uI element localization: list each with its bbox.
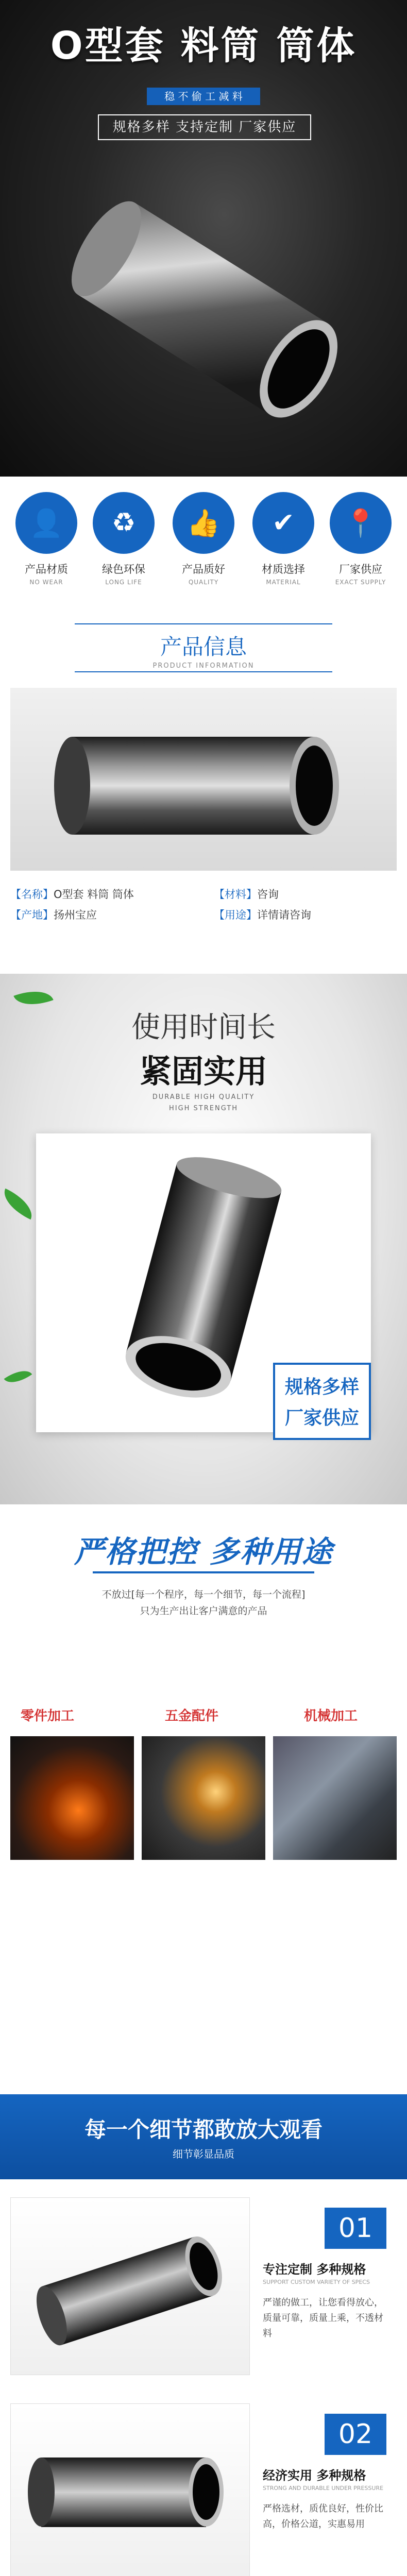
detail-image-1 xyxy=(10,2197,250,2375)
category-hardware: 五金配件 xyxy=(165,1708,219,1724)
machining-photo xyxy=(273,1736,397,1860)
detail-card-1: 01 专注定制 多种规格 SUPPORT CUSTOM VARIETY OF SPECS 严谨的做工，让您看得放心，质量可靠，质量上乘，不透材料 xyxy=(10,2197,397,2375)
quality-text1: 不放过[每一个程序，每一个细节，每一个流程] xyxy=(101,1589,306,1600)
leaf-decoration xyxy=(4,1364,32,1389)
durable-section xyxy=(0,974,407,1504)
person-icon: 👤 xyxy=(15,492,77,554)
location-pin-icon: 📍 xyxy=(330,492,392,554)
detail-image-2 xyxy=(10,2403,250,2576)
quality-text2: 只为生产出让客户满意的产品 xyxy=(140,1605,267,1617)
detail-banner: 每一个细节都敢放大观看 细节彰显品质 xyxy=(0,2094,407,2179)
hero-tagline: 规格多样 支持定制 厂家供应 xyxy=(98,114,311,140)
parts-photo xyxy=(10,1736,134,1860)
durable-en2: HIGH STRENGTH xyxy=(168,1105,239,1112)
info-product-image xyxy=(10,688,397,871)
spec-usage: 【用途】详情请咨询 xyxy=(214,909,311,921)
durable-line2: 紧固实用 xyxy=(139,1053,267,1090)
spec-origin: 【产地】扬州宝应 xyxy=(10,909,97,921)
durable-stamp: 规格多样 厂家供应 xyxy=(273,1363,371,1440)
category-parts: 零件加工 xyxy=(21,1708,75,1724)
hero-badge: 稳 不 偷 工 减 料 xyxy=(147,88,260,105)
feature-row xyxy=(0,477,407,605)
info-title: 产品信息 xyxy=(160,634,247,659)
info-subtitle: PRODUCT INFORMATION xyxy=(152,662,255,670)
spec-material: 【材料】咨询 xyxy=(214,888,279,901)
spec-name: 【名称】O型套 料筒 筒体 xyxy=(10,888,134,901)
recycle-icon: ♻ xyxy=(93,492,155,554)
hero-title: O型套 料筒 筒体 xyxy=(50,24,357,68)
quality-section xyxy=(0,1504,407,2094)
quality-headline: 严格把控 多种用途 xyxy=(74,1534,333,1569)
hero-tube-image xyxy=(57,170,366,459)
category-machining: 机械加工 xyxy=(304,1708,358,1724)
feature-eco: ♻ 绿色环保 LONG LIFE xyxy=(93,492,155,586)
detail-card-2: 02 经济实用 多种规格 STRONG AND DURABLE UNDER PRESSURE 严格选材，质优良好，性价比高，价格公道，实惠易用 xyxy=(10,2403,397,2576)
feature-choice: ✔ 材质选择 MATERIAL xyxy=(252,492,314,586)
feature-supply: 📍 厂家供应 EXACT SUPPLY xyxy=(330,492,392,586)
shield-check-icon: ✔ xyxy=(252,492,314,554)
product-info-section xyxy=(0,605,407,974)
hero-banner xyxy=(0,0,407,477)
durable-line1: 使用时间长 xyxy=(131,1011,276,1044)
feature-material: 👤 产品材质 NO WEAR xyxy=(15,492,77,586)
detail-section xyxy=(0,2094,407,2576)
leaf-decoration xyxy=(0,1189,38,1219)
hardware-photo xyxy=(142,1736,265,1860)
durable-en1: DURABLE HIGH QUALITY xyxy=(152,1093,255,1101)
thumbs-up-icon: 👍 xyxy=(173,492,234,554)
feature-quality: 👍 产品质好 QUALITY xyxy=(173,492,234,586)
